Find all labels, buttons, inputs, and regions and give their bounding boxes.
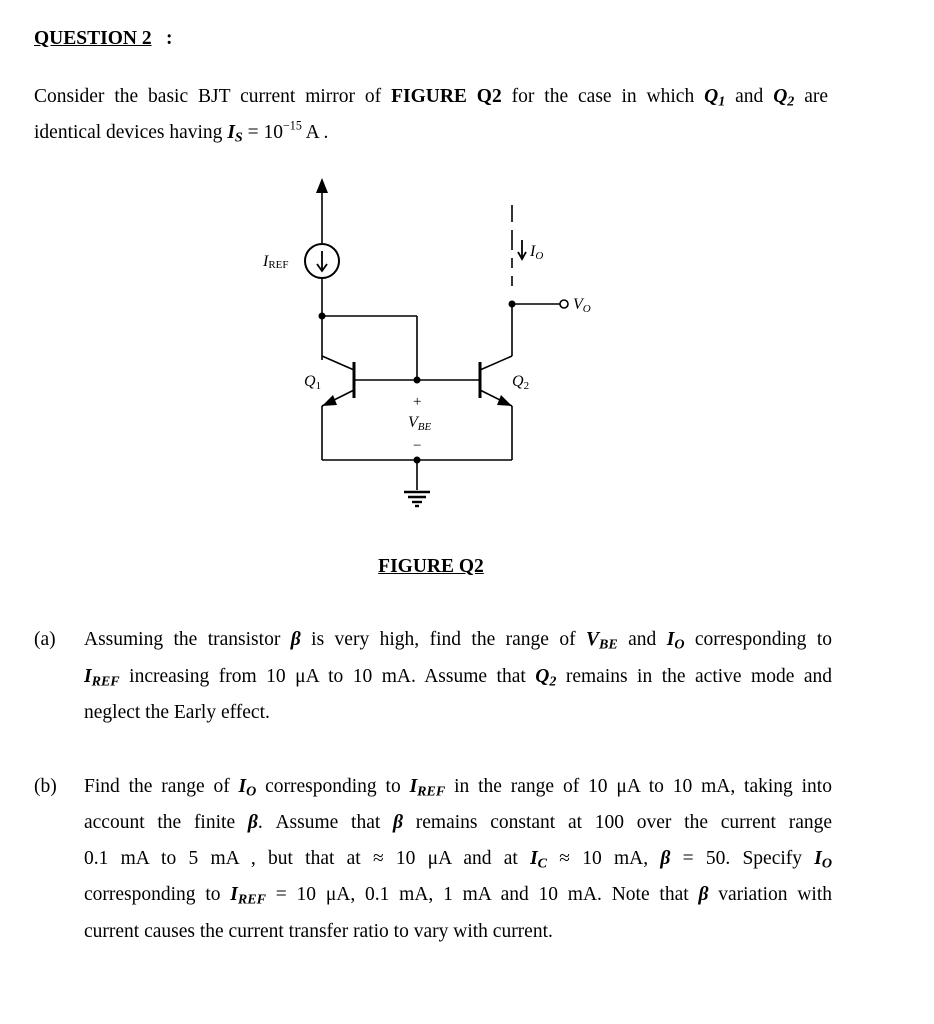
vbe-label: VBE (408, 414, 432, 433)
vo-label: VO (573, 296, 591, 315)
intro-line-1: Consider the basic BJT current mirror of FIGURE Q2 for the case in which $Q_1$ and $Q_2$ are (34, 86, 829, 110)
q2-collector-leg (480, 356, 512, 370)
part-b-line-4: corresponding to $I_{REF} = 10$ μA, 0.1 mA, 1 mA and 10 mA. Note that β variation with (84, 884, 832, 908)
part-b-line-5: current causes the current transfer ratio to vary with current. (84, 921, 553, 942)
part-b-line-3: 0.1 mA to 5 mA , but that at ≈ 10 μA and at $I_C \approx 10$ mA, β = 50. Specify $I_O$ (84, 848, 832, 872)
node-ground (414, 457, 421, 464)
q1-collector-leg (322, 356, 354, 370)
question-heading-colon: : (166, 28, 173, 49)
q2-label: Q2 (512, 373, 530, 392)
node-q2-collector (509, 301, 516, 308)
vbe-minus: − (413, 438, 422, 454)
q2-emitter-arrow (497, 395, 512, 406)
node-q1-collector (319, 313, 326, 320)
part-b-line-1: Find the range of $I_O$ corresponding to $I_{REF}$ in the range of 10 μA to 10 mA, taking into (84, 776, 832, 800)
figure-caption: FIGURE Q2 (378, 556, 484, 577)
io-label: IO (530, 243, 544, 262)
top-arrowhead (316, 178, 328, 193)
iref-label: IREF (263, 253, 289, 271)
part-a-line-1: Assuming the transistor β is very high, find the range of $V_{BE}$ and $I_O$ corresponding to (84, 629, 832, 653)
q1-label: Q1 (304, 373, 322, 392)
ground-icon (404, 492, 430, 506)
question-heading: QUESTION 2 (34, 28, 152, 49)
q1-emitter-arrow (322, 395, 337, 406)
part-b-line-2: account the finite β. Assume that β remains constant at 100 over the current range (84, 812, 833, 833)
intro-line-2: identical devices having $I_S = 10^{-15}$ A . (34, 118, 329, 146)
node-base (414, 377, 421, 384)
part-b-label: (b) (34, 776, 57, 797)
part-a-line-3: neglect the Early effect. (84, 702, 270, 723)
vo-terminal (560, 300, 568, 308)
part-a-label: (a) (34, 629, 56, 650)
vbe-plus: + (413, 394, 422, 410)
part-a-line-2: $I_{REF}$ increasing from 10 μA to 10 mA. Assume that $Q_2$ remains in the active mode and (84, 666, 832, 690)
